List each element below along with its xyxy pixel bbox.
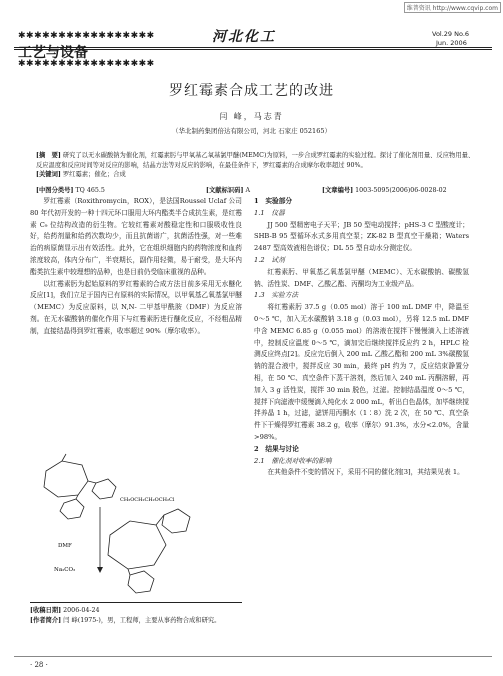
article-authors: 闫 峰，马志青 <box>219 112 284 121</box>
section-stars-bottom: ✱✱✱✱✱✱✱✱✱✱✱✱✱✱✱✱✱ <box>18 59 155 69</box>
doc-code-block <box>206 185 250 194</box>
page-bottom-rule <box>14 656 492 657</box>
section-experimental: 1 实验部分 <box>254 197 293 205</box>
doc-code-value: A <box>245 187 251 194</box>
author-bio: 闫 峰(1975-)，男，工程师，主要从事药物合成和研究。 <box>63 616 221 624</box>
abstract-label: [摘 要] <box>36 152 61 159</box>
issue-date: Jun. 2006 <box>436 39 467 47</box>
left-column <box>30 196 242 338</box>
subsection-reagents: 1.2 试剂 <box>254 255 285 264</box>
article-title: 罗红霉素合成工艺的改进 <box>169 83 334 99</box>
clc-block <box>36 185 105 194</box>
article-no-value: 1003-5095(2006)06-0028-02 <box>355 187 447 194</box>
received-label: [收稿日期] <box>30 607 62 614</box>
watermark-badge: 维普资讯 http://www.cqvip.com <box>404 2 501 13</box>
section-heading: 工艺与设备 <box>18 45 88 61</box>
reaction-arrow-head <box>97 567 103 573</box>
abstract-block <box>36 151 478 180</box>
subsection-method: 1.3 实验方法 <box>254 291 299 300</box>
method-intro-paragraph: 以红霉素肟为起始原料的罗红霉素的合成方法目前多采用无水醚化反应[1]，我们立足于国内已有原料的实际情况，以甲氧基乙氧基氯甲醚（MEMC）为反应原料，以 N,N- 二甲基甲酰胺（DMF）为反应溶剂。在无水碳酸钠的催化作用下与红霉素肟进行醚化反应，不经粗品精制，直接结晶得到罗红霉素，收率超过 90%（摩尔收率）。 <box>30 279 242 335</box>
article-no-block <box>322 185 447 194</box>
reagent-label: CH₃OCH₂CH₂OCH₂Cl <box>120 497 175 503</box>
subsection-catalyst-effect: 2.1 催化剂对收率的影响 <box>254 456 332 465</box>
journal-logo: 河北化工 <box>212 29 276 45</box>
article-no-label: [文章编号] <box>322 187 354 194</box>
results-paragraph: 在其他条件不变的情况下，采用不同的催化剂[3]，其结果见表 1。 <box>267 468 464 477</box>
method-paragraph: 将红霉素肟 37.5 g（0.05 mol）溶于 100 mL DMF 中，降温至 0～5 ℃，加入无水碳酸钠 3.18 g（0.03 mol），另将 12.5 mL DMF 中含 MEMC 6.85 g（0.055 mol）的溶液在搅拌下慢慢滴入上述溶液中，控制反应温度 0～5 ℃，滴加完后继续搅拌反应约 2 h，HPLC 检测反应终点[2]。反应完后倒入 200 mL 乙酸乙酯和 200 mL 3%碳酸氢钠的混合液中，搅拌反应 30 min，最终 pH 约为 7，反应结束静置分相，在 50 ℃、真空条件下蒸干溶剂，然后加入 240 mL 丙酮溶解，再加入 3 g 活性炭，搅拌 30 min 脱色，过滤。控制结晶温度 0～5 ℃，搅拌下向滤液中缓慢滴入纯化水 2 000 mL，析出白色晶体，加毕继续搅拌养晶 1 h，过滤，滤饼用丙酮水（1∶8）洗 2 次，在 50 ℃、真空条件下干燥得罗红霉素 38.2 g，收率（摩尔）91.3%，水分<2.0%，含量>98%。 <box>254 303 469 441</box>
author-bio-label: [作者简介] <box>30 616 62 624</box>
received-date: 2006-04-24 <box>63 607 100 614</box>
volume-label: Vol.29 No.6 <box>432 30 470 38</box>
reagents-paragraph: 红霉素肟、甲氧基乙氧基氯甲醚（MEMC）、无水碳酸钠、碳酸氢钠、活性炭、DMF、乙酸乙酯、丙酮均为工业级产品。 <box>254 267 469 288</box>
reaction-scheme <box>30 453 242 603</box>
intro-paragraph: 罗红霉素（Roxithromycin，ROX），是法国Roussel Uclaf 公司 80 年代初开发的一种十四元环口服用大环内酯类半合成抗生素，是红霉素 C₉ 位结构改造的衍生物。它较红霉素对酸稳定性和口服吸收性良好，给药剂量和给药次数均少，而且抗菌谱广，抗菌活性强，对一些难治的病原菌显示出有效活性。此外，它在组织细胞内的药物浓度和血药浓度较高，体内分布广，半衰期长，副作用轻微，易于耐受，是大环内酯类抗生素中较理想的品种，也是目前仍受临床重视的品种。 <box>30 197 242 276</box>
abstract-text: 研究了以无水碳酸钠为催化剂，红霉素肟与甲氧基乙氧基氯甲醚(MEMC)为原料，一步合成罗红霉素的实验过程。探讨了催化剂用量、反应物用量、反应温度和反应时间等对反应的影响，结晶方法等对反应的影响，在最佳条件下，罗红霉素的合成摩尔收率超过 90%。 <box>36 152 475 169</box>
footnote-block <box>30 606 246 625</box>
clc-value: TQ 465.5 <box>75 187 105 194</box>
section-results: 2 结果与讨论 <box>254 444 299 453</box>
article-affiliation: （华北制药集团倍达有限公司，河北 石家庄 052165） <box>172 127 331 135</box>
keywords-text: 罗红霉素；催化；合成 <box>62 171 126 178</box>
section-stars-top: ✱✱✱✱✱✱✱✱✱✱✱✱✱✱✱✱✱ <box>18 31 155 41</box>
instruments-paragraph: JJ 500 型精密电子天平；JB 50 型电动搅拌；pHS-3 C 型酸度计；SHB-B 95 型循环水式多用真空泵；ZK-82 B 型真空干燥箱；Waters 2487 型高效液相色谱仪；DL 55 型自动水分测定仪。 <box>254 220 469 253</box>
footer-rule <box>30 602 242 603</box>
doc-code-label: [文献标识码] <box>206 187 244 194</box>
clc-label: [中图分类号] <box>36 187 74 194</box>
right-column <box>254 196 469 479</box>
erythromycin-oxime-structure <box>44 454 116 519</box>
keywords-label: [关键词] <box>36 171 61 178</box>
solvent-label: DMF <box>58 543 72 549</box>
page-number: · 28 · <box>30 661 48 669</box>
subsection-instruments: 1.1 仪器 <box>254 208 285 217</box>
roxithromycin-structure <box>108 509 190 593</box>
catalyst-label: Na₂CO₃ <box>54 567 76 573</box>
